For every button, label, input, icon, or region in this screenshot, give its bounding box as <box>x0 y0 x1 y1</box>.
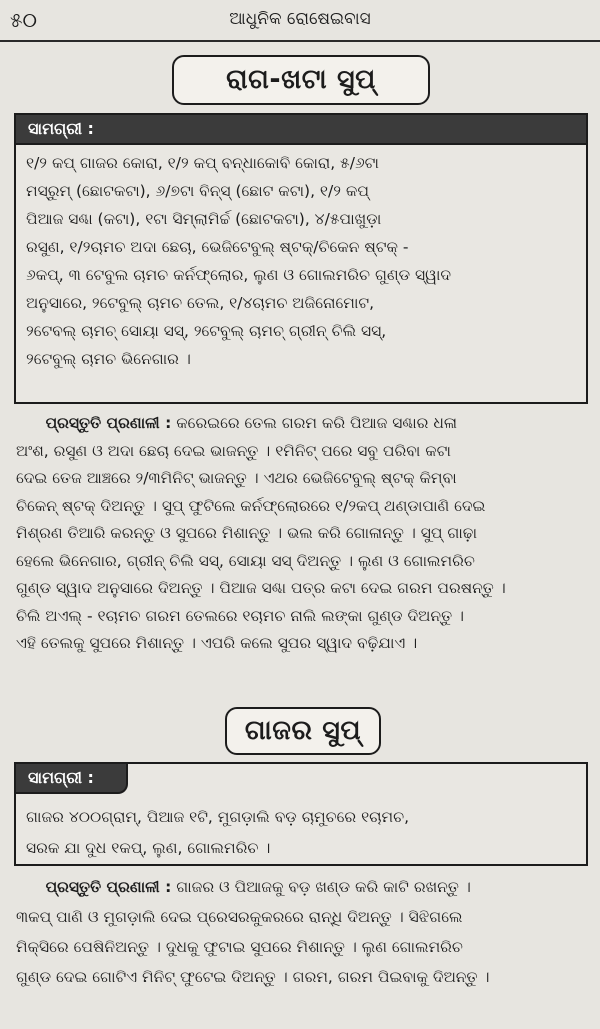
method-line: ୩କପ୍ ପାଣି ଓ ମୁଗଡ଼ାଲି ଦେଇ ପ୍ରେସରକୁକରରେ ରାନ୍ଧି ଦିଅନ୍ତୁ । ସିଝିଗଲେ <box>16 908 463 926</box>
method-line: ମିକ୍ସିରେ ପେଷିନିଅନ୍ତୁ । ଦୁଧକୁ ଫୁଟାଇ ସୁପରେ ମିଶାନ୍ତୁ । ଲୁଣ ଗୋଲମରିଚ <box>16 938 463 956</box>
ingredients-line: ୨ଟେବୁଲ୍ ଚାମଚ ଭିନେଗାର । <box>26 350 191 368</box>
method-first-line <box>16 410 588 438</box>
ingredients-label: ସାମଗ୍ରୀ : <box>16 115 586 145</box>
running-head: ଆଧୁନିକ ରୋଷେଇବାସ <box>229 9 371 29</box>
ingredients-line: ୨ଟେବଲ୍ ଚାମଚ୍ ସୋୟା ସସ୍, ୨ଟେବୁଲ୍ ଚାମଚ୍ ଗ୍ରୀନ୍ ଚିଲି ସସ୍, <box>26 322 387 340</box>
method-line: କରେଇରେ ତେଲ ଗରମ କରି ପିଆଜ ସଣ୍ଢାର ଧଳା <box>176 414 457 432</box>
ingredients-box-sour-soup <box>14 113 588 404</box>
method-carrot-soup <box>16 872 588 992</box>
ingredients-line: ଅନୁସାରେ, ୨ଟେବୁଲ୍ ଚାମଚ ତେଲ, ୧/୪ଚାମଚ ଅଜିନୋମୋଟ, <box>26 294 375 312</box>
recipe-title-sour-soup: ରାଗ-ଖଟା ସୁପ୍ <box>172 55 430 105</box>
method-line: ହେଲେ ଭିନେଗାର, ଗ୍ରୀନ୍ ଚିଲି ସସ୍, ସୋୟା ସସ୍ ଦିଅନ୍ତୁ । ଲୁଣ ଓ ଗୋଲମରିଚ <box>16 551 475 570</box>
ingredients-line: ମସ୍‌ରୁମ୍ (ଛୋଟକଟା), ୬/୭ଟା ବିନ୍ସ୍ (ଛୋଟ କଟା), ୧/୨ କପ୍ <box>26 182 369 200</box>
ingredients-line: ସରକ ଯା ଦୁଧ ୧କପ୍, ଲୁଣ, ଗୋଲମରିଚ । <box>26 839 271 857</box>
method-line: ଗାଜର ଓ ପିଆଜକୁ ବଡ଼ ଖଣ୍ଡ କରି କାଟି ରଖନ୍ତୁ । <box>176 878 471 896</box>
method-label: ପ୍ରସ୍ତୁତି ପ୍ରଣାଳୀ : <box>45 878 172 896</box>
method-sour-soup <box>16 410 588 658</box>
ingredients-line: ଗାଜର ୪୦୦ଗ୍ରାମ୍, ପିଆଜ ୧ଟି, ମୁଗଡ଼ାଲି ବଡ଼ ଚାମୁଚରେ ୧ଚାମଚ, <box>26 808 410 826</box>
ingredients-line: ୬କପ୍, ୩ ଟେବୁଲ ଚାମଚ କର୍ନଫ୍ଲୋର, ଲୁଣ ଓ ଗୋଲମରିଚ ଗୁଣ୍ଡ ସ୍ୱାଦ <box>26 266 452 284</box>
method-line: ଗୁଣ୍ଡ ଦେଇ ଗୋଟିଏ ମିନିଟ୍ ଫୁଟେଇ ଦିଅନ୍ତୁ । ଗରମ, ଗରମ ପିଇବାକୁ ଦିଅନ୍ତୁ । <box>16 968 490 986</box>
method-line: ମିଶ୍ରଣ ତିଆରି କରନ୍ତୁ ଓ ସୁପରେ ମିଶାନ୍ତୁ । ଭଲ କରି ଗୋଳାନ୍ତୁ । ସୁପ୍ ଗାଢ଼ା <box>16 524 478 542</box>
method-line: ଗୁଣ୍ଡ ସ୍ୱାଦ ଅନୁସାରେ ଦିଅନ୍ତୁ । ପିଆଜ ସଣ୍ଢା ପତ୍ର କଟା ଦେଇ ଗରମ ପରଷନ୍ତୁ । <box>16 579 506 597</box>
ingredients-text <box>26 149 578 373</box>
ingredients-line: ରସୁଣ, ୧/୨ଚାମଚ ଅଦା ଛେଚା, ଭେଜିଟେବୁଲ୍ ଷ୍ଟକ୍/ଚିକେନ ଷ୍ଟକ୍ - <box>26 238 409 256</box>
recipe-title-carrot-soup: ଗାଜର ସୁପ୍ <box>225 707 381 755</box>
method-line: ଚିଲି ଅଏଲ୍ - ୧ଚାମଚ ଗରମ ତେଲରେ ୧ଚାମଚ ନାଲି ଲଙ୍କା ଗୁଣ୍ଡ ଦିଅନ୍ତୁ । <box>16 606 465 625</box>
method-line: ଚିକେନ୍ ଷ୍ଟକ୍ ଦିଅନ୍ତୁ । ସୁପ୍ ଫୁଟିଲେ କର୍ନଫ୍ଲୋରରେ ୧/୨କପ୍ ଥଣ୍ଡାପାଣି ଦେଇ <box>16 496 486 515</box>
ingredients-line: ୧/୨ କପ୍ ଗାଜର କୋରା, ୧/୨ କପ୍ ବନ୍ଧାକୋବି କୋରା, ୫/୬ଟା <box>26 154 379 172</box>
ingredients-line: ପିଆଜ ସଣ୍ଢା (କଟା), ୧ଟା ସିମ୍‌ଲାମିର୍ଚ୍ଚ (ଛୋଟକଟା), ୪/୫ପାଖୁଡ଼ା <box>26 210 382 228</box>
method-line: ଦେଇ ତେଜ ଆଞ୍ଚରେ ୨/୩ମିନିଟ୍ ଭାଜନ୍ତୁ । ଏଥର ଭେଜିଟେବୁଲ୍ ଷ୍ଟକ୍ କିମ୍ବା <box>16 469 457 487</box>
ingredients-box-carrot-soup <box>14 762 588 866</box>
page-number: ୫୦ <box>10 8 37 32</box>
page-header <box>0 0 600 42</box>
method-line: ଅଂଶ, ରସୁଣ ଓ ଅଦା ଛେଚା ଦେଇ ଭାଜନ୍ତୁ । ୧ମିନିଟ୍ ପରେ ସବୁ ପରିବା କଟା <box>16 441 451 460</box>
method-label: ପ୍ରସ୍ତୁତି ପ୍ରଣାଳୀ : <box>45 414 172 432</box>
ingredients-label: ସାମଗ୍ରୀ : <box>16 764 128 794</box>
method-line: ଏହି ତେଲକୁ ସୁପରେ ମିଶାନ୍ତୁ । ଏପରି କଲେ ସୁପର ସ୍ୱାଦ ବଢ଼ିଯାଏ । <box>16 634 418 652</box>
method-first-line <box>16 872 588 902</box>
ingredients-text <box>26 802 578 864</box>
